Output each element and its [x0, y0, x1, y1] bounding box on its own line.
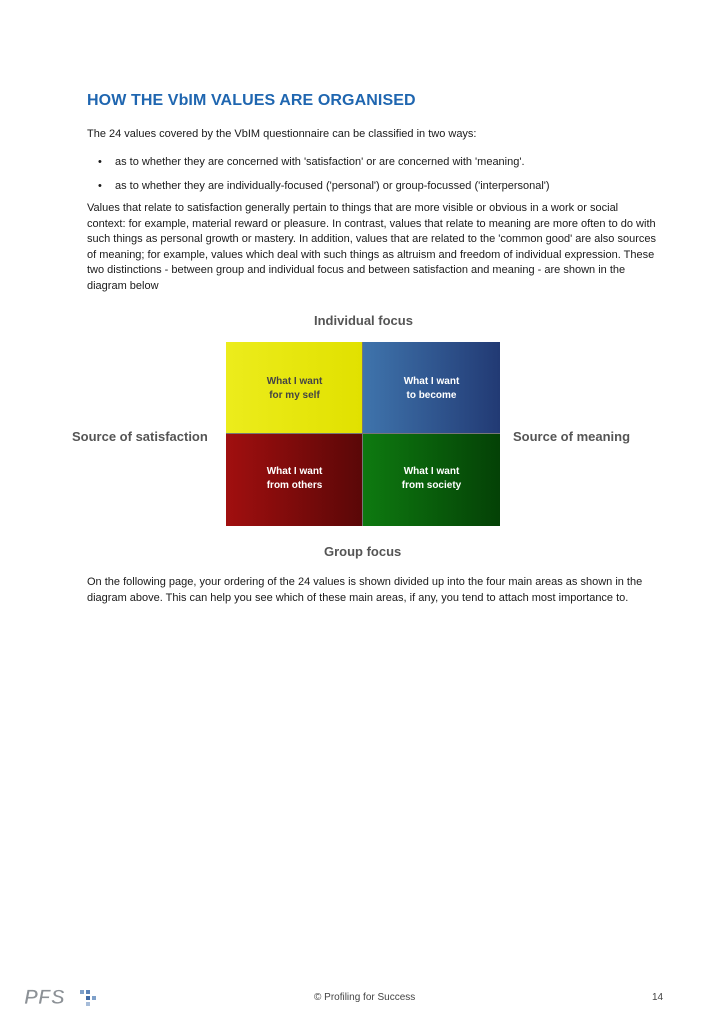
- quadrant-from-society: [363, 434, 500, 526]
- quadrant-line: from society: [401, 480, 462, 491]
- diagram-top-label: Individual focus: [314, 313, 413, 328]
- list-item: [95, 179, 550, 203]
- intro-text: The 24 values covered by the VbIM questionnaire can be classified in two ways:: [87, 128, 477, 140]
- bullet-text: as to whether they are concerned with 'satisfaction' or are concerned with 'meaning'.: [115, 156, 525, 168]
- diagram-bottom-label: Group focus: [324, 544, 402, 559]
- quadrant-line: for my self: [269, 390, 320, 401]
- page-number: 14: [652, 992, 664, 1003]
- quadrant-label: [363, 465, 500, 493]
- quadrant-label: [363, 375, 500, 403]
- page-title: HOW THE VbIM VALUES ARE ORGANISED: [87, 92, 416, 109]
- quadrant-line: from others: [266, 480, 323, 491]
- quadrant-line: What I want: [266, 466, 323, 477]
- bullet-list: [95, 155, 550, 203]
- bullet-text: as to whether they are individually-focused ('personal') or group-focussed ('interpersonal'): [115, 180, 550, 192]
- quadrant-label: [226, 465, 363, 493]
- diagram-right-label: Source of meaning: [513, 429, 631, 444]
- quadrant-to-become: [363, 342, 500, 434]
- quadrant-from-others: [226, 434, 363, 526]
- quadrant-label: [226, 375, 363, 403]
- pfs-logo-icon: [24, 985, 104, 1009]
- quadrant-line: to become: [406, 390, 457, 401]
- quadrant-line: What I want: [403, 466, 460, 477]
- quadrant-line: What I want: [266, 376, 323, 387]
- quadrant-line: What I want: [403, 376, 460, 387]
- body-paragraph-2: On the following page, your ordering of the 24 values is shown divided up into the four main areas as shown in the diagram above. This can help you see which of these main areas, if any, you tend to attach most importance to.: [87, 576, 643, 604]
- body-paragraph-1: Values that relate to satisfaction generally pertain to things that are more visible or obvious in a work or social context: for example, material reward or pleasure. In contrast, values that relate to meaning are more often to do with such things as personal growth or mastery. In addition, values that are related to the 'common good' are also sources of meaning; for example, values which deal with such things as altruism and freedom of individual expression. These two distinctions - between group and individual focus and between satisfaction and meaning - are shown in the diagram below: [87, 202, 656, 292]
- svg-text:PFS: PFS: [24, 986, 65, 1009]
- bullet-icon: •: [98, 156, 102, 168]
- values-quadrant-diagram: [226, 342, 501, 526]
- list-item: [95, 155, 550, 179]
- footer-copyright: © Profiling for Success: [314, 992, 416, 1003]
- bullet-icon: •: [98, 180, 102, 192]
- quadrant-for-myself: [226, 342, 363, 434]
- diagram-left-label: Source of satisfaction: [72, 429, 208, 444]
